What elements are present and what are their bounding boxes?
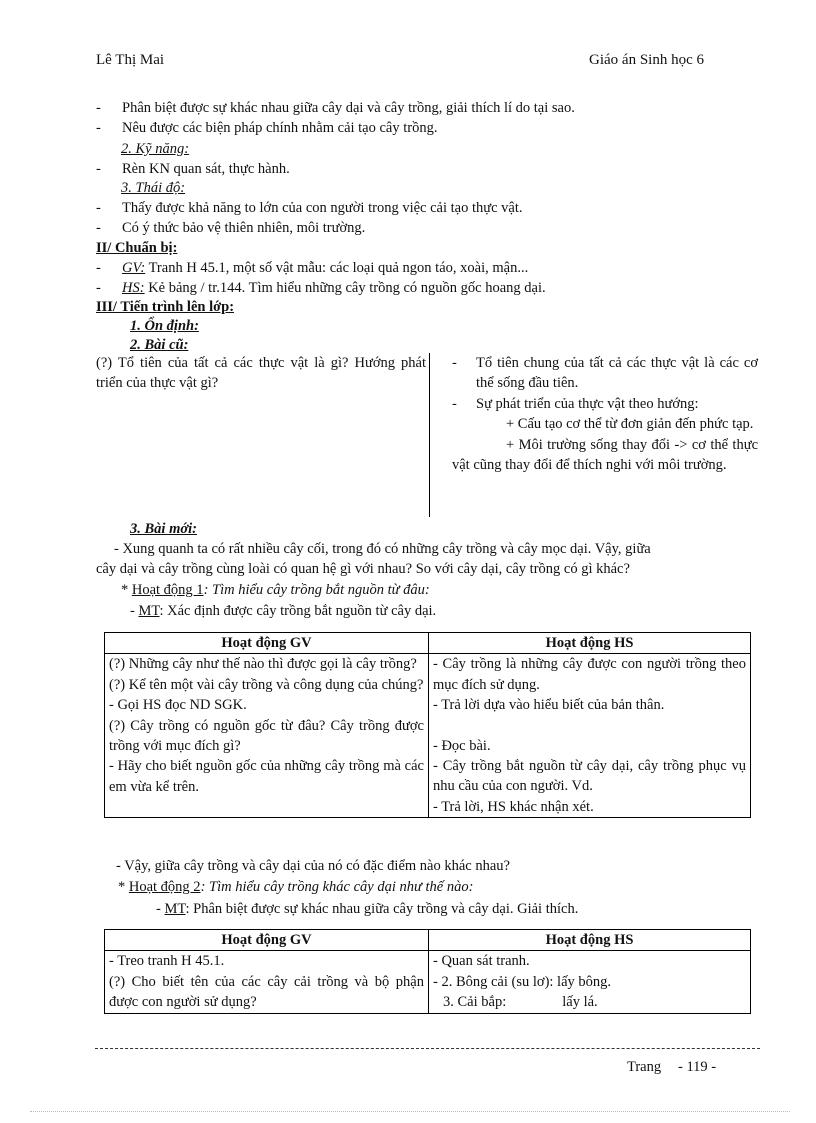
table-row (105, 951, 751, 1013)
prep-gv-text: Tranh H 45.1, một số vật mẫu: các loại quả ngon táo, xoài, mận... (145, 260, 529, 276)
answer-item: - Tổ tiên chung của tất cả các thực vật là các cơ thể sống đầu tiên. (452, 353, 758, 394)
activity-1-table (104, 632, 751, 818)
attitude-line: - Thấy được khả năng to lớn của con người trong việc cải tạo thực vật. (96, 200, 523, 216)
table-cell-hs (429, 654, 751, 818)
old-lesson-question-text: (?) Tổ tiên của tất cả các thực vật là gì? Hướng phát triển của thực vật gì? (96, 355, 426, 392)
footer-divider (95, 1048, 760, 1049)
activity-2-title: : Tìm hiểu cây trồng khác cây dại như thế nào: (200, 879, 474, 895)
hs-item (433, 992, 746, 1012)
hs-item: - Đọc bài. (433, 737, 491, 754)
gv-item: - Treo tranh H 45.1. (109, 953, 225, 970)
attitude-line: - Có ý thức bảo vệ thiên nhiên, môi trường. (96, 220, 366, 236)
page-number: - 119 - (678, 1059, 717, 1075)
activity-2-table (104, 929, 751, 1014)
activity-1-mt-text: : Xác định được cây trồng bắt nguồn từ cây dại. (159, 603, 437, 619)
activity-1-heading (121, 580, 430, 600)
table-header-hs: Hoạt động HS (429, 930, 751, 951)
hs-item-value: lấy lá. (562, 994, 598, 1011)
attitude-text: Có ý thức bảo vệ thiên nhiên, môi trường. (122, 220, 366, 236)
answer-item: - Sự phát triển của thực vật theo hướng: (452, 394, 758, 414)
answer-sub-item: + Môi trường sống thay đổi -> cơ thể thực vật cũng thay đổi để thích nghi với môi trường. (452, 436, 758, 474)
skills-heading (121, 139, 189, 159)
activity-2-heading (118, 877, 473, 897)
skills-heading-text: 2. Kỹ năng: (121, 141, 190, 157)
step-stabilize: 1. Ổn định: (130, 318, 199, 334)
gv-item: (?) Những cây như thế nào thì được gọi là cây trồng? (109, 656, 417, 673)
gv-item: (?) Kể tên một vài cây trồng và công dụng của chúng? (109, 676, 424, 693)
hs-item: - Trả lời dựa vào hiểu biết của bản thân. (433, 697, 665, 714)
step-old-lesson: 2. Bài cũ: (130, 337, 189, 353)
prep-gv-label: GV: (122, 260, 146, 276)
table-cell-hs (429, 951, 751, 1013)
prep-gv-line: - GV: Tranh H 45.1, một số vật mẫu: các loại quả ngon táo, xoài, mận... (96, 260, 529, 276)
hs-item: - 2. Bông cải (su lơ): lấy bông. (433, 973, 612, 990)
activity-1-title: : Tìm hiểu cây trồng bắt nguồn từ đâu: (203, 582, 430, 598)
prep-heading: II/ Chuẩn bị: (96, 240, 178, 256)
new-lesson-heading: 3. Bài mới: (130, 521, 197, 537)
attitude-heading (121, 178, 185, 198)
objective-text: Nêu được các biện pháp chính nhằm cải tạo cây trồng. (122, 120, 438, 136)
hs-item: - Cây trồng bắt nguồn từ cây dại, cây trồng phục vụ nhu cầu của con người. Vd. (433, 758, 746, 795)
table-header-hs: Hoạt động HS (429, 633, 751, 654)
document-subject: Giáo án Sinh học 6 (589, 52, 704, 68)
activity-2-star: * (118, 879, 129, 895)
gv-item: - Hãy cho biết nguồn gốc của những cây trồng mà các em vừa kể trên. (109, 758, 424, 795)
activity-1-star: * (121, 582, 132, 598)
objective-line: - Phân biệt được sự khác nhau giữa cây dại và cây trồng, giải thích lí do tại sao. (96, 100, 575, 116)
hs-item: - Quan sát tranh. (433, 953, 530, 970)
activity-1-label: Hoạt động 1 (131, 582, 204, 598)
process-heading: III/ Tiến trình lên lớp: (96, 299, 235, 315)
skills-text: Rèn KN quan sát, thực hành. (122, 161, 290, 177)
activity-2-label: Hoạt động 2 (128, 879, 201, 895)
activity-1-mt-dash: - (130, 603, 139, 619)
column-divider (429, 353, 430, 517)
table-header-row (105, 633, 751, 654)
hs-item: - Trả lời, HS khác nhận xét. (433, 798, 594, 815)
hs-item: - Cây trồng là những cây được con người trồng theo mục đích sử dụng. (433, 656, 746, 693)
activity-1-objective (130, 601, 436, 621)
old-lesson-question (96, 353, 426, 394)
activity-2-mt-text: : Phân biệt được sự khác nhau giữa cây trồng và cây dại. Giải thích. (185, 901, 579, 917)
activity-2-mt-dash: - (156, 901, 165, 917)
gv-item: (?) Cây trồng có nguồn gốc từ đâu? Cây trồng được trồng với mục đích gì? (109, 717, 424, 755)
hs-item-label: 3. Cải bắp: (443, 994, 507, 1011)
attitude-heading-text: 3. Thái độ: (121, 180, 186, 196)
transition-text: - Vậy, giữa cây trồng và cây dại của nó có đặc điểm nào khác nhau? (116, 858, 510, 874)
gv-item: (?) Cho biết tên của các cây cải trồng và bộ phận được con người sử dụng? (109, 973, 424, 1011)
page-edge (30, 1111, 790, 1112)
skills-line: - Rèn KN quan sát, thực hành. (96, 161, 290, 177)
answer-sub-item: + Cấu tạo cơ thể từ đơn giản đến phức tạp. (506, 416, 754, 433)
activity-2-objective (156, 899, 578, 919)
new-lesson-intro-1: - Xung quanh ta có rất nhiều cây cối, trong đó có những cây trồng và cây mọc dại. Vậy, giữa (114, 541, 651, 557)
prep-hs-label: HS: (122, 280, 145, 296)
new-lesson-intro-2: cây dại và cây trồng cùng loài có quan hệ gì với nhau? So với cây dại, cây trồng có gì khác? (96, 561, 630, 577)
table-header-row (105, 930, 751, 951)
objective-text: Phân biệt được sự khác nhau giữa cây dại và cây trồng, giải thích lí do tại sao. (122, 100, 575, 116)
old-lesson-box (96, 353, 760, 519)
table-row (105, 654, 751, 818)
objective-line: - Nêu được các biện pháp chính nhằm cải tạo cây trồng. (96, 120, 438, 136)
author-name: Lê Thị Mai (96, 52, 165, 68)
table-cell-gv (105, 654, 429, 818)
page-label: Trang (627, 1059, 662, 1075)
table-header-gv: Hoạt động GV (105, 633, 429, 654)
prep-hs-line: - HS: Kẻ bảng / tr.144. Tìm hiểu những cây trồng có nguồn gốc hoang dại. (96, 280, 546, 296)
old-lesson-answer (452, 353, 758, 475)
answer-text: Sự phát triển của thực vật theo hướng: (476, 395, 699, 412)
gv-item: - Gọi HS đọc ND SGK. (109, 697, 247, 714)
answer-text: Tổ tiên chung của tất cả các thực vật là các cơ thể sống đầu tiên. (476, 355, 758, 392)
activity-2-mt-label: MT (164, 901, 186, 917)
table-header-gv: Hoạt động GV (105, 930, 429, 951)
attitude-text: Thấy được khả năng to lớn của con người trong việc cải tạo thực vật. (122, 200, 523, 216)
prep-hs-text: Kẻ bảng / tr.144. Tìm hiểu những cây trồng có nguồn gốc hoang dại. (144, 280, 546, 296)
activity-1-mt-label: MT (138, 603, 160, 619)
table-cell-gv (105, 951, 429, 1013)
